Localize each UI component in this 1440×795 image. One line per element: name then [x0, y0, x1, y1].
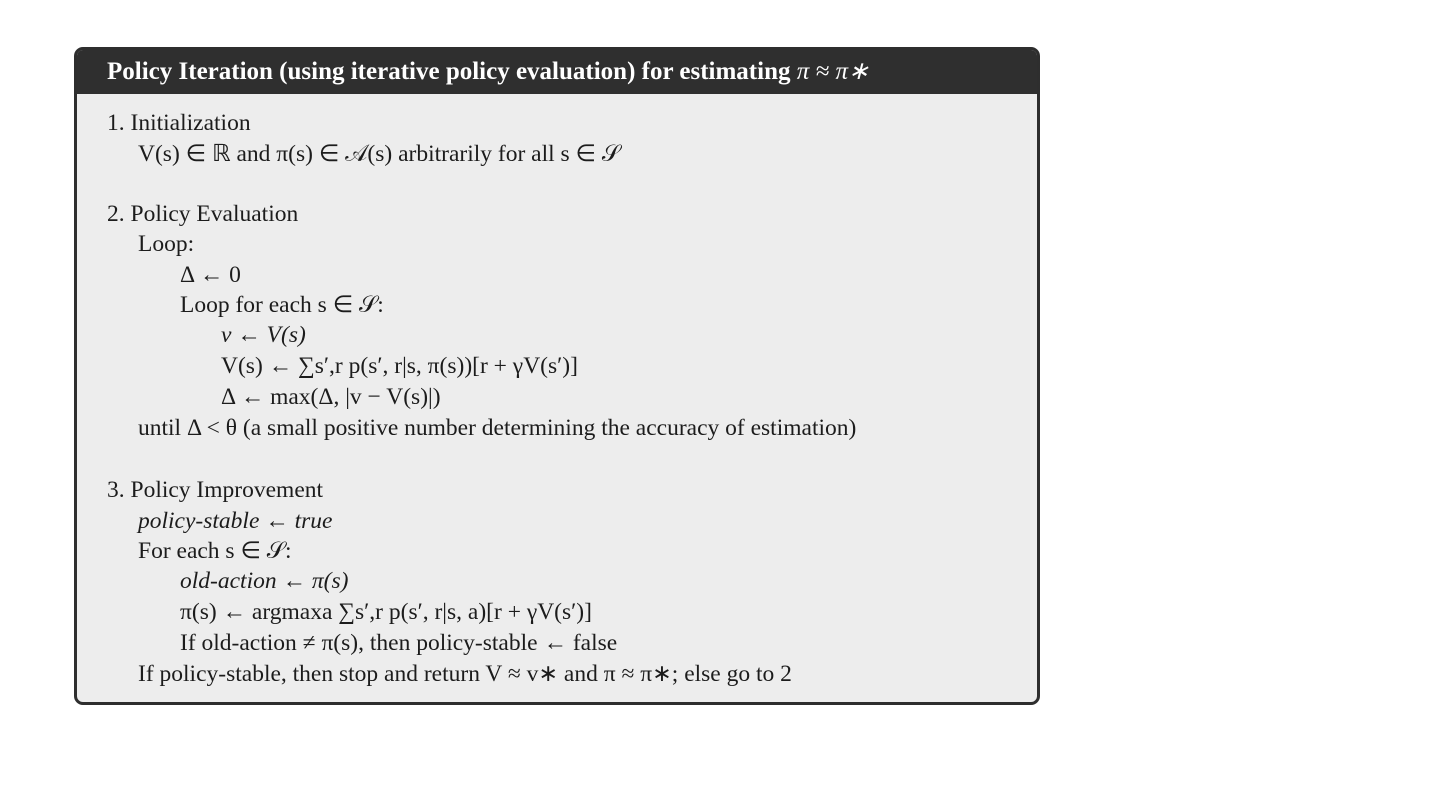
- algorithm-title-math: π ≈ π∗: [796, 58, 869, 85]
- algorithm-title: Policy Iteration (using iterative policy evaluation) for estimating: [107, 58, 791, 85]
- step-2-loop-foreach: Loop for each s ∈ 𝒮:: [180, 292, 384, 318]
- step-2-v-assign: v ← V(s): [221, 322, 306, 348]
- step-3-argmax: π(s) ← argmaxa ∑s′,r p(s′, r|s, a)[r + γV(s′)]: [180, 599, 592, 625]
- step-3-old-action: old-action ← π(s): [180, 568, 349, 594]
- step-3-policy-stable: policy-stable ← true: [138, 508, 333, 534]
- algorithm-box: [74, 47, 1040, 705]
- step-2-loop: Loop:: [138, 231, 195, 257]
- step-2-until: until Δ < θ (a small positive number determining the accuracy of estimation): [138, 415, 857, 441]
- step-1-heading: 1. Initialization: [107, 110, 251, 136]
- step-2-delta-update: Δ ← max(Δ, |v − V(s)|): [221, 384, 441, 410]
- step-3-heading: 3. Policy Improvement: [107, 477, 324, 503]
- step-2-heading: 2. Policy Evaluation: [107, 201, 299, 227]
- step-2-value-update: V(s) ← ∑s′,r p(s′, r|s, π(s))[r + γV(s′)]: [221, 353, 578, 379]
- step-3-foreach: For each s ∈ 𝒮:: [138, 538, 292, 564]
- step-3-if-changed: If old-action ≠ π(s), then policy-stable ← false: [180, 630, 618, 656]
- step-3-final: If policy-stable, then stop and return V ≈ v∗ and π ≈ π∗; else go to 2: [138, 661, 792, 687]
- step-1-body: V(s) ∈ ℝ and π(s) ∈ 𝒜(s) arbitrarily for all s ∈ 𝒮: [138, 141, 621, 167]
- step-2-delta-init: Δ ← 0: [180, 262, 241, 288]
- algorithm-title-bar: [77, 50, 1037, 94]
